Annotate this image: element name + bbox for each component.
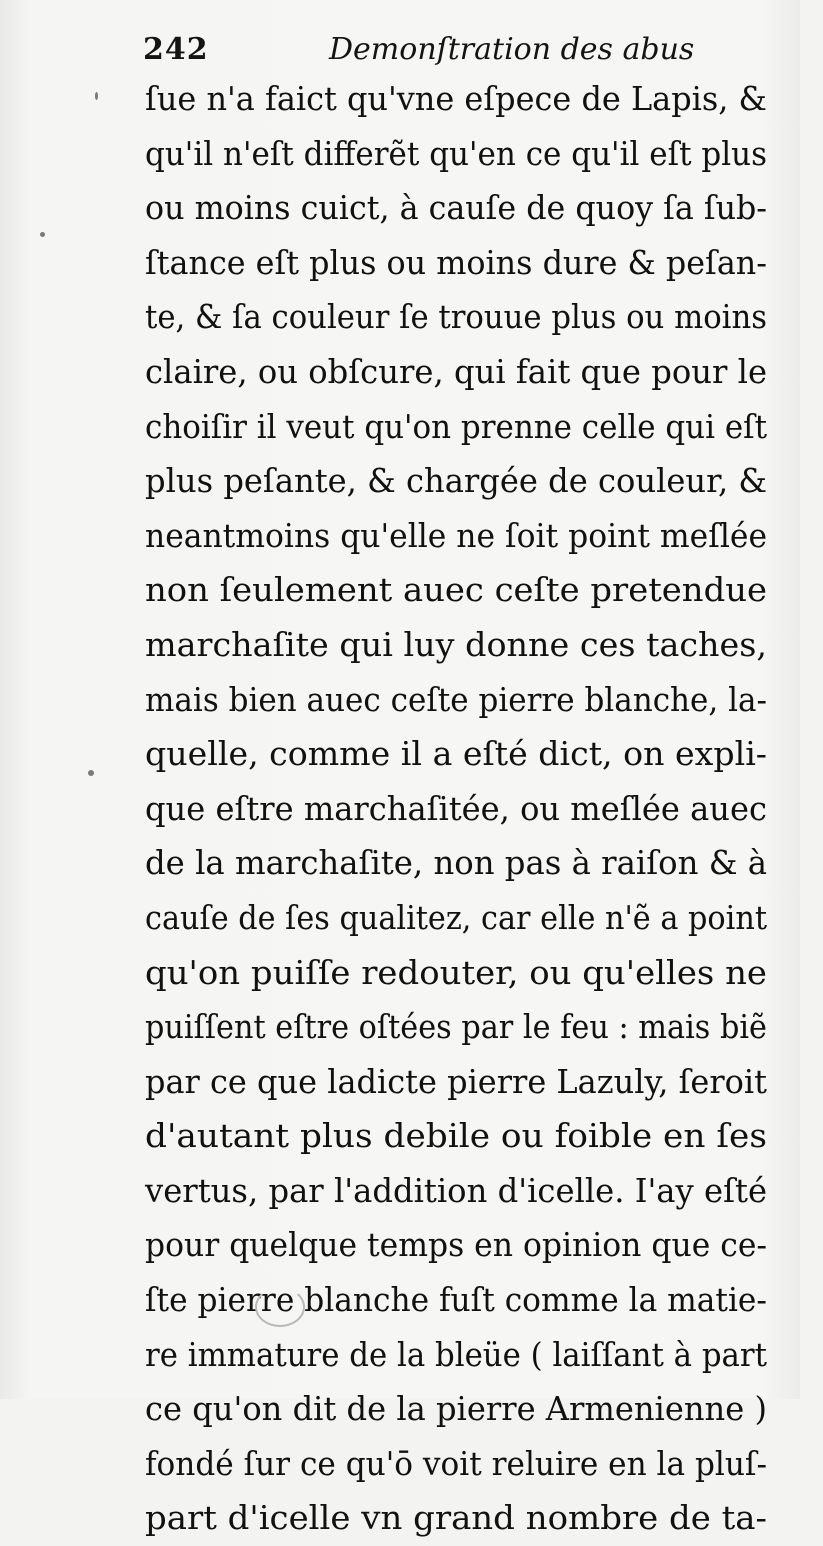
text-line: re immature de la bleüe ( laiſſant à part: [145, 1334, 767, 1374]
text-line: ſte pierre blanche fuſt comme la matie-: [145, 1280, 767, 1320]
text-line: pour quelque temps en opinion que ce-: [145, 1225, 768, 1265]
text-line: que eſtre marchaſitée, ou meſlée auec: [145, 788, 767, 828]
text-line: ou moins cuict, à cauſe de quoy ſa ſub-: [145, 188, 768, 228]
text-line: marchaſite qui luy donne ces taches,: [145, 624, 768, 664]
text-line: vertus, par l'addition d'icelle. I'ay eſté: [145, 1170, 768, 1210]
text-line: non ſeulement auec ceſte pretendue: [145, 570, 768, 610]
ink-speck: [40, 232, 45, 237]
running-title: Demonſtration des abus: [329, 32, 695, 67]
page-header: [143, 28, 763, 78]
page-number: 242: [143, 32, 209, 67]
ink-speck: [88, 770, 94, 776]
text-line: puiſſent eſtre oſtées par le feu : mais biẽ: [145, 1007, 767, 1047]
text-line: ſue n'a faict qu'vne eſpece de Lapis, &: [145, 79, 767, 118]
text-line: claire, ou obſcure, qui fait que pour le: [145, 351, 768, 391]
text-line: cauſe de ſes qualitez, car elle n'ẽ a point: [145, 897, 767, 937]
page-stain: [255, 1287, 305, 1327]
text-line: te, & ſa couleur ſe trouue plus ou moins: [145, 297, 768, 337]
text-line: ce qu'on dit de la pierre Armenienne ): [145, 1389, 767, 1429]
text-line: d'autant plus debile ou foible en ſes: [145, 1116, 767, 1156]
ink-speck: [95, 92, 98, 100]
text-line: quelle, comme il a eſté dict, on expli-: [145, 734, 768, 774]
text-line: ſtance eſt plus ou moins dure & peſan-: [145, 242, 767, 282]
text-line: plus peſante, & chargée de couleur, &: [145, 461, 768, 501]
text-line: qu'on puiſſe redouter, ou qu'elles ne: [145, 952, 767, 992]
text-line: par ce que ladicte pierre Lazuly, ſeroit: [145, 1061, 768, 1101]
text-line: mais bien auec ceſte pierre blanche, la-: [145, 679, 768, 719]
text-line: part d'icelle vn grand nombre de ta-: [145, 1498, 768, 1538]
text-line: qu'il n'eſt differẽt qu'en ce qu'il eſt plus: [145, 133, 768, 173]
text-line: neantmoins qu'elle ne ſoit point meſlée: [145, 515, 768, 555]
text-line: fondé ſur ce qu'ō voit reluire en la pluſ-: [145, 1443, 767, 1483]
text-line: choiſir il veut qu'on prenne celle qui eſt: [145, 406, 768, 446]
text-line: de la marchaſite, non pas à raiſon & à: [145, 843, 768, 883]
body-text: [145, 72, 770, 1546]
